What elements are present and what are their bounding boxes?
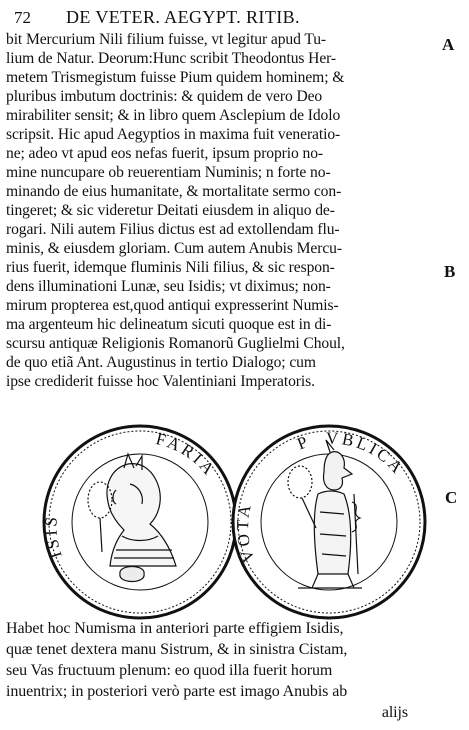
body-line: rogari. Nili autem Filius dictus est ad extollendam flu- [6,221,340,238]
obverse-legend-right: FARIA [153,429,220,481]
body-line: metem Trismegistum fuisse Pium quidem hominem; & [6,69,345,86]
margin-letter-a: A [442,35,455,54]
body-line: minando de eius humanitate, & mortalitate sermo con- [6,183,342,200]
body-line: rius fuerit, idemque fluminis Nili filius, & sic respon- [6,259,335,276]
obverse-legend-left: ISIS [41,513,66,561]
body-text [6,30,436,391]
caption-line: seu Vas fructuum plenum: eo quod illa fuerit horum [6,662,333,679]
body-line: mine nuncupare ob reuerentiam Numinis; n forte no- [6,164,331,181]
reverse-legend-right: VBLICA [325,428,409,479]
caption-text [6,618,438,723]
body-line: mirabiliter sensit; & in libro quem Asclepium de Idolo [6,107,341,124]
body-line: de quo etiã Ant. Augustinus in tertio Dialogo; cum [6,354,316,371]
coin-illustration [0,424,469,620]
body-line: dens illuminationi Lunæ, seu Isidis; vt diximus; non- [6,278,331,295]
margin-letter-b: B [444,262,456,281]
page-number: 72 [14,8,31,27]
coin-reverse [233,426,425,618]
coin-obverse [41,426,236,618]
running-title: DE VETER. AEGYPT. RITIB. [66,7,300,27]
body-line: ipse crediderit fuisse hoc Valentiniani Imperatoris. [6,373,315,390]
catchword: alijs [381,704,408,721]
reverse-legend-top: P [294,431,313,454]
body-line: scripsit. Hic apud Aegyptios in maxima fuit veneratio- [6,126,341,143]
caption-line: quæ tenet dextera manu Sistrum, & in sinistra Cistam, [6,641,348,658]
reverse-legend-left: VOTA [232,500,259,565]
coin-engraving [0,424,469,620]
body-line: pluribus imbutum doctrinis: & quidem de vero Deo [6,88,323,105]
page-header [14,6,434,28]
body-line: ma argenteum hic delineatum sicuti quoque est in di- [6,316,332,333]
body-line: scursu antiquæ Religionis Romanorũ Guglielmi Choul, [6,335,345,352]
body-line: minis, & eiusdem gloriam. Cum autem Anubis Mercu- [6,240,342,257]
margin-letter-c: C [445,488,458,507]
body-line: mirum propterea est,quod antiqui expresserint Numis- [6,297,339,314]
caption-line: inuentrix; in posteriori verò parte est imago Anubis ab [6,683,348,700]
body-line: bit Mercurium Nili filium fuisse, vt legitur apud Tu- [6,31,326,48]
body-line: tingeret; & sic videretur Deitati eiusdem in aliquo de- [6,202,335,219]
body-line: ne; adeo vt apud eos nefas fuerit, ipsum proprio no- [6,145,323,162]
caption-line: Habet hoc Numisma in anteriori parte effigiem Isidis, [6,620,344,637]
body-line: lium de Natur. Deorum:Hunc scribit Theodontus Her- [6,50,337,67]
